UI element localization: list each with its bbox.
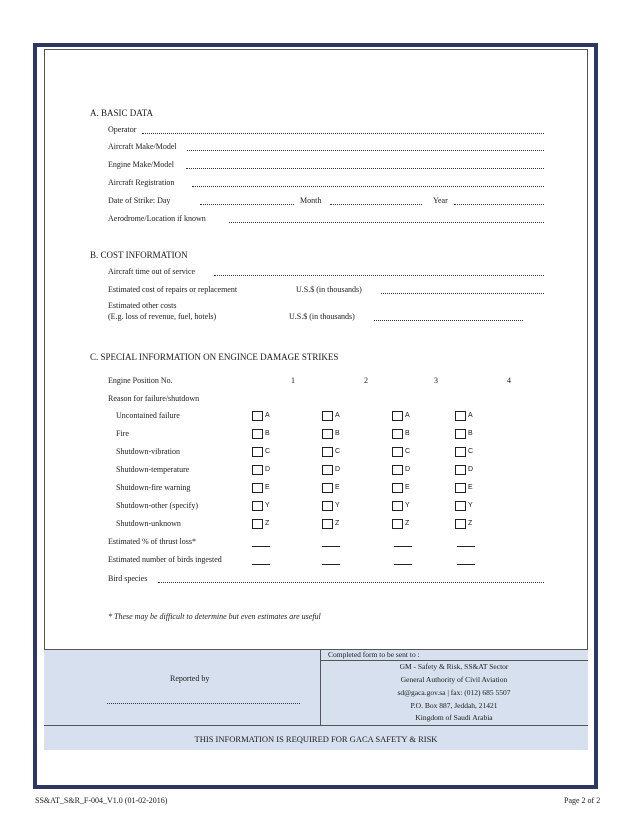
thrust-loss-engine-3[interactable] xyxy=(394,546,412,547)
bird-species-label: Bird species xyxy=(108,574,148,583)
sent-to-label: Completed form to be sent to : xyxy=(328,650,420,659)
checkbox-y-engine-3[interactable] xyxy=(392,501,403,511)
checkbox-b-engine-4[interactable] xyxy=(455,429,466,439)
date-of-strike-day-label: Date of Strike: Day xyxy=(108,196,171,205)
engine-position-label: Engine Position No. xyxy=(108,376,173,385)
section-a-heading: A. BASIC DATA xyxy=(90,108,154,118)
checkbox-z-engine-4[interactable] xyxy=(455,519,466,529)
checkbox-z-engine-1[interactable] xyxy=(252,519,263,529)
checkbox-code: Y xyxy=(265,502,270,509)
checkbox-b-engine-1[interactable] xyxy=(252,429,263,439)
engine-position-4: 4 xyxy=(507,376,511,385)
thrust-loss-engine-2[interactable] xyxy=(322,546,340,547)
address-line: P.O. Box 887, Jeddah, 21421 xyxy=(410,701,498,710)
checkbox-code: D xyxy=(468,466,474,473)
checkbox-a-engine-3[interactable] xyxy=(392,411,403,421)
other-costs-unit: U.S.$ (in thousands) xyxy=(289,312,355,321)
reason-label: Reason for failure/shutdown xyxy=(108,394,200,403)
address-line: Kingdom of Saudi Arabia xyxy=(415,713,493,722)
reason-row-label: Shutdown-unknown xyxy=(116,519,181,528)
engine-make-model-field[interactable] xyxy=(186,168,544,169)
checkbox-code: C xyxy=(468,448,474,455)
address-line: General Authority of Civil Aviation xyxy=(400,675,508,684)
section-b-heading: B. COST INFORMATION xyxy=(90,250,188,260)
birds-ingested-engine-4[interactable] xyxy=(457,564,475,565)
birds-ingested-label: Estimated number of birds ingested xyxy=(108,555,222,564)
checkbox-e-engine-2[interactable] xyxy=(322,483,333,493)
checkbox-code: D xyxy=(265,466,271,473)
thrust-loss-engine-1[interactable] xyxy=(252,546,270,547)
repairs-cost-unit: U.S.$ (in thousands) xyxy=(296,285,362,294)
checkbox-d-engine-3[interactable] xyxy=(392,465,403,475)
birds-ingested-engine-1[interactable] xyxy=(252,564,270,565)
repairs-cost-label: Estimated cost of repairs or replacement xyxy=(108,285,238,294)
checkbox-code: Z xyxy=(265,520,270,527)
time-out-of-service-label: Aircraft time out of service xyxy=(108,267,196,276)
reason-row-label: Shutdown-other (specify) xyxy=(116,501,198,510)
checkbox-y-engine-2[interactable] xyxy=(322,501,333,511)
engine-position-1: 1 xyxy=(291,376,295,385)
day-field[interactable] xyxy=(200,204,294,205)
checkbox-code: B xyxy=(468,430,473,437)
reason-row-label: Shutdown-temperature xyxy=(116,465,190,474)
engine-position-3: 3 xyxy=(434,376,438,385)
footer-divider xyxy=(44,725,588,726)
checkbox-code: A xyxy=(468,412,473,419)
reason-row-label: Shutdown-vibration xyxy=(116,447,180,456)
aircraft-make-model-field[interactable] xyxy=(187,150,544,151)
checkbox-code: E xyxy=(405,484,410,491)
year-label: Year xyxy=(433,196,448,205)
aircraft-registration-label: Aircraft Registration xyxy=(108,178,175,187)
checkbox-e-engine-1[interactable] xyxy=(252,483,263,493)
birds-ingested-engine-3[interactable] xyxy=(394,564,412,565)
checkbox-b-engine-3[interactable] xyxy=(392,429,403,439)
address-line: GM - Safety & Risk, SS&AT Sector xyxy=(399,662,509,671)
checkbox-c-engine-3[interactable] xyxy=(392,447,403,457)
checkbox-code: Y xyxy=(335,502,340,509)
checkbox-code: B xyxy=(405,430,410,437)
checkbox-code: E xyxy=(335,484,340,491)
aircraft-registration-field[interactable] xyxy=(192,186,544,187)
aircraft-make-model-label: Aircraft Make/Model xyxy=(108,142,177,151)
checkbox-c-engine-1[interactable] xyxy=(252,447,263,457)
thrust-loss-label: Estimated % of thrust loss* xyxy=(108,537,196,546)
checkbox-code: C xyxy=(265,448,271,455)
checkbox-code: B xyxy=(265,430,270,437)
checkbox-z-engine-2[interactable] xyxy=(322,519,333,529)
reported-by-signature-field[interactable] xyxy=(107,703,300,704)
engine-position-2: 2 xyxy=(364,376,368,385)
checkbox-code: C xyxy=(405,448,411,455)
reason-row-label: Uncontained failure xyxy=(116,411,180,420)
aerodrome-label: Aerodrome/Location if known xyxy=(108,214,206,223)
checkbox-c-engine-2[interactable] xyxy=(322,447,333,457)
checkbox-d-engine-4[interactable] xyxy=(455,465,466,475)
checkbox-code: Y xyxy=(405,502,410,509)
checkbox-c-engine-4[interactable] xyxy=(455,447,466,457)
reason-row-label: Shutdown-fire warning xyxy=(116,483,191,492)
checkbox-y-engine-4[interactable] xyxy=(455,501,466,511)
checkbox-code: D xyxy=(405,466,411,473)
repairs-cost-field[interactable] xyxy=(381,293,544,294)
checkbox-code: Z xyxy=(335,520,340,527)
bird-species-field[interactable] xyxy=(158,582,544,583)
checkbox-code: B xyxy=(335,430,340,437)
page-number: Page 2 of 2 xyxy=(564,796,601,805)
checkbox-d-engine-2[interactable] xyxy=(322,465,333,475)
year-field[interactable] xyxy=(454,204,544,205)
checkbox-a-engine-4[interactable] xyxy=(455,411,466,421)
month-label: Month xyxy=(300,196,322,205)
checkbox-code: E xyxy=(265,484,270,491)
document-code: SS&AT_S&R_F-004_V1.0 (01-02-2016) xyxy=(35,796,168,805)
reported-by-label: Reported by xyxy=(170,674,210,683)
address-line: sd@gaca.gov.sa | fax: (012) 685 5507 xyxy=(397,688,511,697)
checkbox-z-engine-3[interactable] xyxy=(392,519,403,529)
other-costs-field[interactable] xyxy=(374,320,523,321)
operator-field[interactable] xyxy=(142,133,544,134)
month-field[interactable] xyxy=(330,204,422,205)
engine-make-model-label: Engine Make/Model xyxy=(108,160,174,169)
checkbox-b-engine-2[interactable] xyxy=(322,429,333,439)
checkbox-e-engine-4[interactable] xyxy=(455,483,466,493)
checkbox-code: E xyxy=(468,484,473,491)
checkbox-y-engine-1[interactable] xyxy=(252,501,263,511)
checkbox-code: Y xyxy=(468,502,473,509)
checkbox-e-engine-3[interactable] xyxy=(392,483,403,493)
time-out-of-service-field[interactable] xyxy=(214,275,544,276)
other-costs-label: Estimated other costs xyxy=(108,301,177,310)
estimates-note: * These may be difficult to determine but even estimates are useful xyxy=(108,612,321,621)
checkbox-code: A xyxy=(335,412,340,419)
checkbox-code: A xyxy=(405,412,410,419)
checkbox-code: A xyxy=(265,412,270,419)
birds-ingested-engine-2[interactable] xyxy=(322,564,340,565)
reason-row-label: Fire xyxy=(116,429,129,438)
checkbox-d-engine-1[interactable] xyxy=(252,465,263,475)
checkbox-code: C xyxy=(335,448,341,455)
checkbox-code: Z xyxy=(405,520,410,527)
checkbox-a-engine-2[interactable] xyxy=(322,411,333,421)
checkbox-code: Z xyxy=(468,520,473,527)
required-notice: THIS INFORMATION IS REQUIRED FOR GACA SAFETY & RISK xyxy=(194,734,438,744)
section-c-heading: C. SPECIAL INFORMATION ON ENGINCE DAMAGE STRIKES xyxy=(90,352,339,362)
thrust-loss-engine-4[interactable] xyxy=(457,546,475,547)
checkbox-a-engine-1[interactable] xyxy=(252,411,263,421)
other-costs-example: (E.g. loss of revenue, fuel, hotels) xyxy=(108,312,217,321)
aerodrome-field[interactable] xyxy=(229,222,544,223)
checkbox-code: D xyxy=(335,466,341,473)
operator-label: Operator xyxy=(108,125,137,134)
